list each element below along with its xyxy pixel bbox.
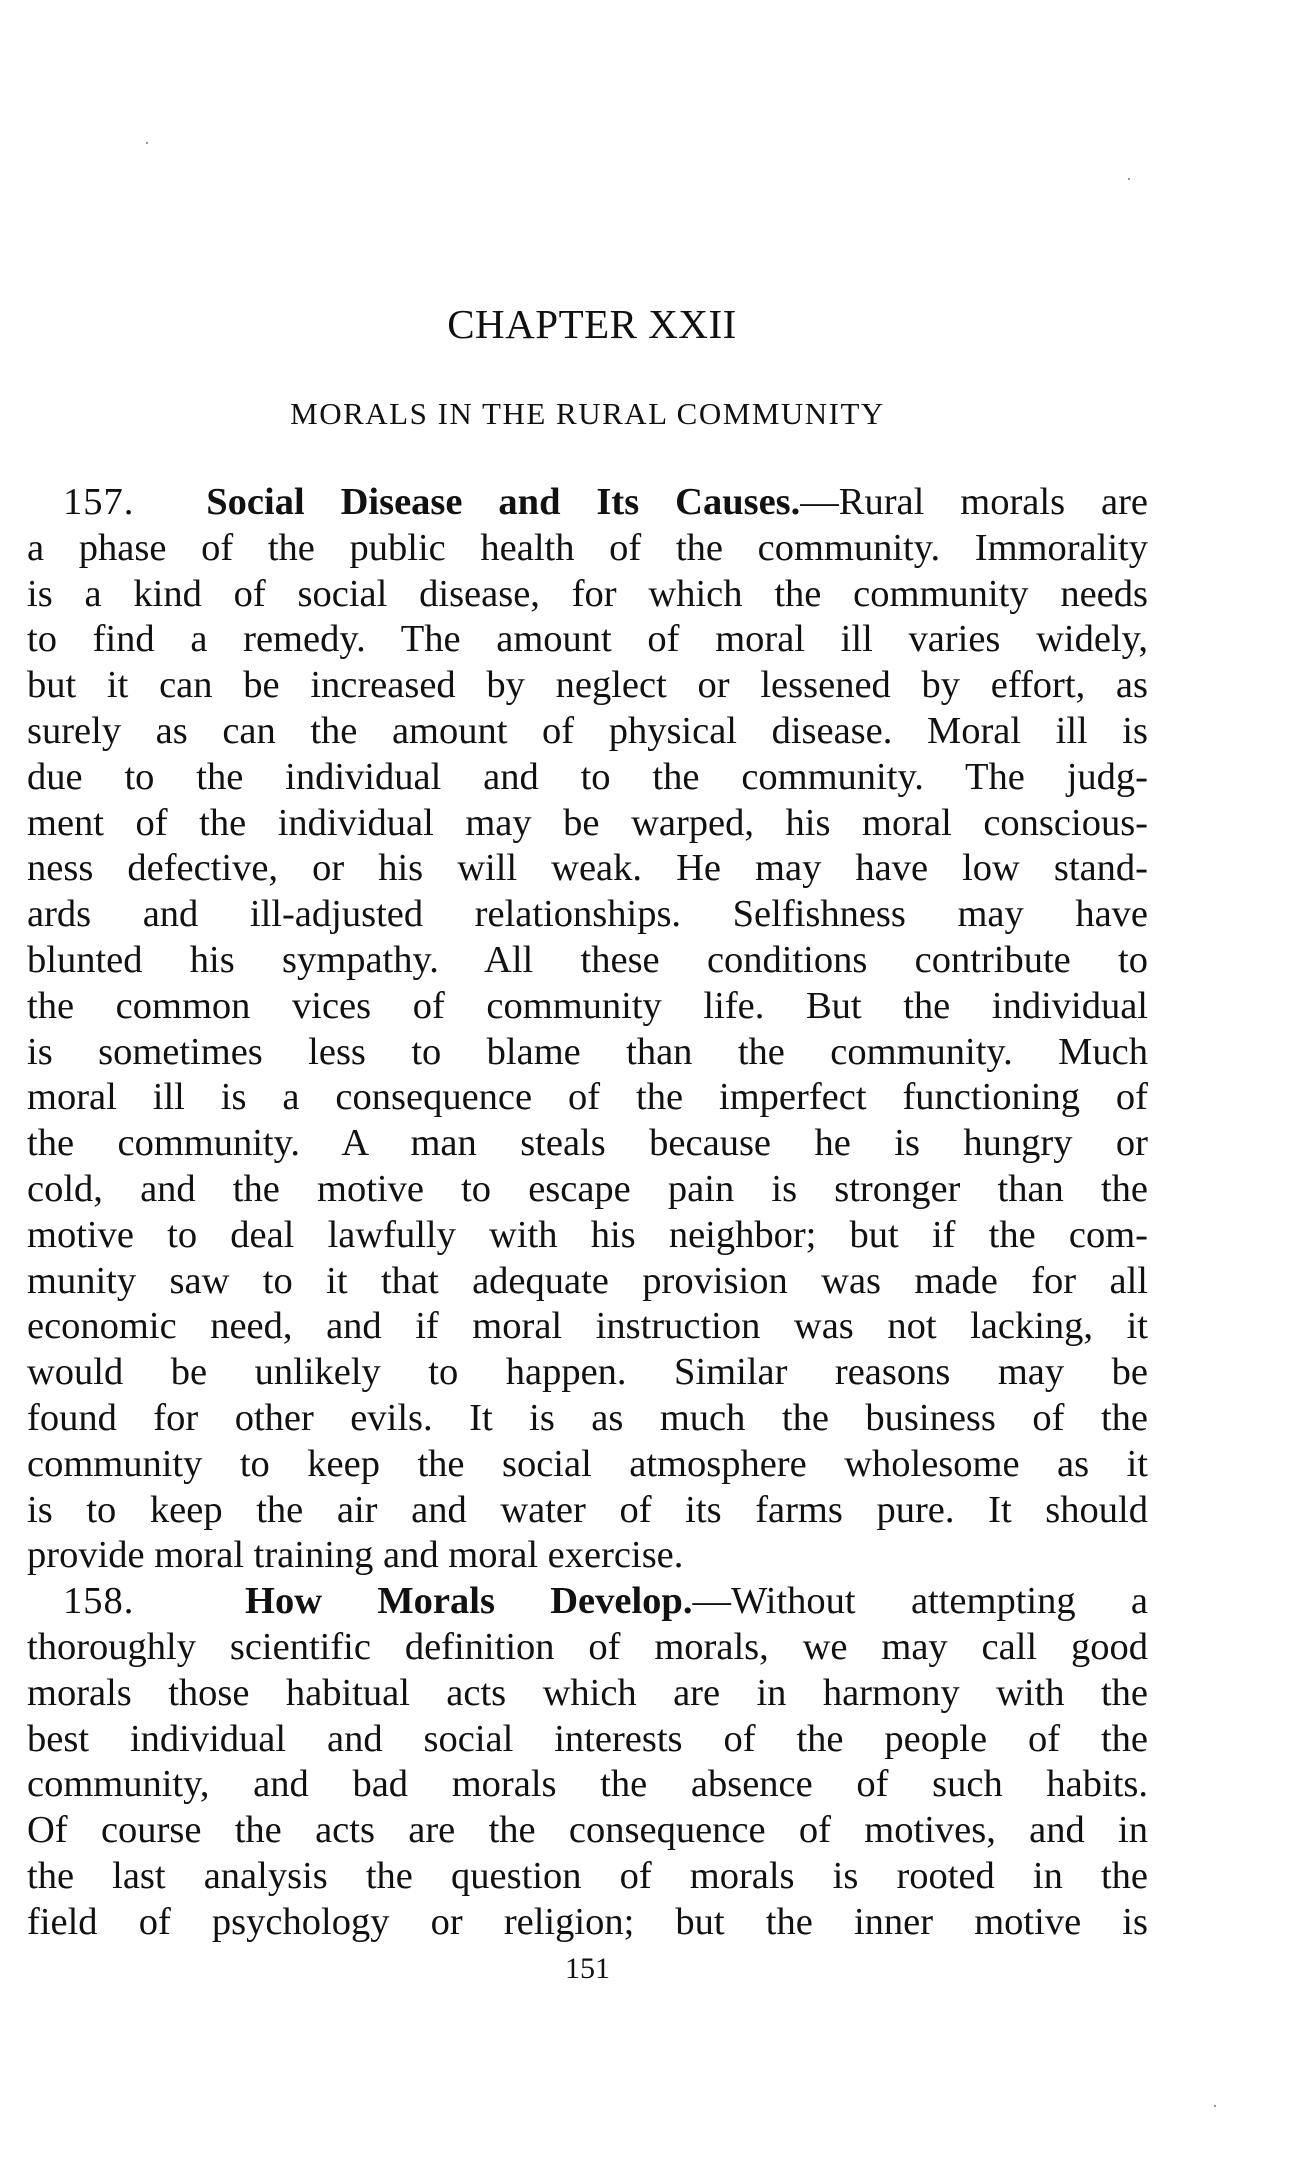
- text-line-content: ment of the individual may be warped, his moral conscious-: [27, 801, 1148, 844]
- text-line-content: would be unlikely to happen. Similar reasons may be: [27, 1351, 1148, 1394]
- text-line: [27, 1259, 1148, 1305]
- text-line: [27, 1121, 1148, 1167]
- text-line: [27, 1304, 1148, 1350]
- text-line-content: the common vices of community life. But the individual: [27, 984, 1148, 1027]
- paragraph-158: [27, 1579, 1148, 1945]
- scan-speck: [146, 142, 148, 144]
- first-line-text: —Without attempting a: [692, 1580, 1149, 1623]
- text-line-content: blunted his sympathy. All these conditions contribute to: [27, 938, 1148, 981]
- text-line-content: community, and bad morals the absence of such habits.: [27, 1763, 1148, 1806]
- text-line-content: morals those habitual acts which are in harmony with the: [27, 1671, 1148, 1714]
- text-line-content: due to the individual and to the community. The judg-: [27, 755, 1148, 798]
- text-line: [27, 709, 1148, 755]
- text-line: [27, 1396, 1148, 1442]
- section-heading: How Morals Develop.: [245, 1580, 693, 1623]
- text-line-content: but it can be increased by neglect or lessened by effort, as: [27, 664, 1148, 707]
- paragraph-first-line: [27, 1579, 1148, 1625]
- text-line: [27, 1854, 1148, 1900]
- text-line: [27, 892, 1148, 938]
- text-line-content: Of course the acts are the consequence of motives, and in: [27, 1809, 1148, 1852]
- paragraph-first-line: [27, 480, 1148, 526]
- text-line: [27, 1167, 1148, 1213]
- text-line-content: found for other evils. It is as much the business of the: [27, 1396, 1148, 1439]
- text-line-content: is to keep the air and water of its farms pure. It should: [27, 1488, 1148, 1531]
- text-line: [27, 526, 1148, 572]
- page-number: 151: [565, 1952, 610, 1985]
- text-line: [27, 801, 1148, 847]
- text-line-content: field of psychology or religion; but the inner motive is: [27, 1900, 1148, 1943]
- text-line: [27, 846, 1148, 892]
- page-body: [27, 480, 1148, 1946]
- text-line-content: best individual and social interests of the people of the: [27, 1717, 1148, 1760]
- text-line: [27, 617, 1148, 663]
- text-line-content: to find a remedy. The amount of moral ill varies widely,: [27, 618, 1148, 661]
- text-line: [27, 1625, 1148, 1671]
- scan-speck: [1128, 178, 1130, 180]
- text-line: [27, 938, 1148, 984]
- text-line: [27, 1762, 1148, 1808]
- text-line: [27, 1442, 1148, 1488]
- text-line-content: economic need, and if moral instruction was not lacking, it: [27, 1305, 1148, 1348]
- text-line-content: cold, and the motive to escape pain is stronger than the: [27, 1167, 1148, 1210]
- text-line-content: the community. A man steals because he is hungry or: [27, 1122, 1148, 1165]
- chapter-title: CHAPTER XXII: [447, 301, 737, 347]
- text-line: [27, 1533, 1148, 1579]
- text-line: [27, 1808, 1148, 1854]
- section-number: 158.: [63, 1580, 135, 1623]
- text-line-content: moral ill is a consequence of the imperfect functioning of: [27, 1076, 1148, 1119]
- text-line-content: is sometimes less to blame than the community. Much: [27, 1030, 1148, 1073]
- text-line: [27, 1075, 1148, 1121]
- section-number: 157.: [63, 481, 135, 523]
- text-line-content: motive to deal lawfully with his neighbor; but if the com-: [27, 1213, 1148, 1256]
- text-line-content: ards and ill-adjusted relationships. Selfishness may have: [27, 893, 1148, 936]
- chapter-subtitle: MORALS IN THE RURAL COMMUNITY: [290, 396, 885, 431]
- text-line: [27, 1488, 1148, 1534]
- text-line: [27, 1030, 1148, 1076]
- text-line-content: the last analysis the question of morals is rooted in the: [27, 1854, 1148, 1897]
- text-line: [27, 1671, 1148, 1717]
- text-line-content: munity saw to it that adequate provision was made for all: [27, 1259, 1148, 1302]
- text-line-content: ness defective, or his will weak. He may have low stand-: [27, 847, 1148, 890]
- text-line-content: is a kind of social disease, for which the community needs: [27, 572, 1148, 615]
- section-heading: Social Disease and Its Causes.: [206, 481, 801, 523]
- text-line-content: community to keep the social atmosphere wholesome as it: [27, 1442, 1148, 1485]
- text-line: [27, 984, 1148, 1030]
- text-line: [27, 572, 1148, 618]
- text-line-content: surely as can the amount of physical disease. Moral ill is: [27, 709, 1148, 752]
- text-line: [27, 1900, 1148, 1946]
- text-line-content: thoroughly scientific definition of morals, we may call good: [27, 1625, 1148, 1668]
- scan-speck: [1214, 2105, 1216, 2107]
- text-line-content: provide moral training and moral exercise.: [27, 1534, 684, 1577]
- text-line: [27, 1350, 1148, 1396]
- text-line: [27, 1717, 1148, 1763]
- text-line: [27, 1213, 1148, 1259]
- paragraph-157: [27, 480, 1148, 1579]
- text-line: [27, 755, 1148, 801]
- first-line-text: —Rural morals are: [800, 481, 1148, 523]
- text-line-content: a phase of the public health of the community. Immorality: [27, 526, 1148, 569]
- text-line: [27, 663, 1148, 709]
